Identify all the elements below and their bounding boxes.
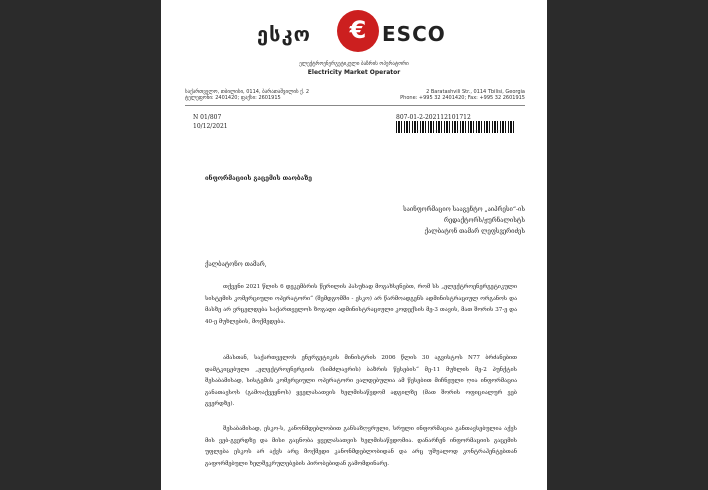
document-number-block	[193, 113, 228, 131]
address-georgian: საქართველო, თბილისი, 0114, ბარათაშვილის ქ. 2 ტელეფონი: 2401420; ფაქსი: 2601915	[185, 89, 310, 102]
salutation: ქალბატონო თამარ,	[205, 261, 267, 268]
logo-emblem-icon: €	[337, 10, 379, 52]
paragraph: შესაბამისად, ესკო-ს, კანონმდებლობით განსაზღვრული, სრული ინფორმაცია განთავსებულია აქვს მის ვებ-გვერდზე და მისი გაცნობა ყველასათვის ხელმისაწვდომია. დანარჩენ ინფორმაციის გაცემის უფლება ესკოს არ აქვს არც მოქმედი კანონმდებლობიდან და არც უშუალოდ კონტრაჰენტებთან გაფორმებული ხელშეკრულებების პირობებიდან გამომდინარე.	[205, 426, 517, 467]
logo-text-georgian: ესკო	[257, 22, 311, 46]
letter-subject: ინფორმაციის გაცემის თაობაზე	[205, 175, 312, 182]
document-date: 10/12/2021	[193, 123, 228, 130]
recipient-block: საინფორმაციო სააგენტო „აიპრესი“-ის რედაქტორს/ჟურნალისტს ქალბატონ თამარ ლეფსვერიძეს	[403, 206, 525, 235]
esco-logo	[257, 10, 457, 56]
org-name-english: Electricity Market Operator	[307, 69, 401, 76]
barcode-icon	[396, 121, 514, 133]
document-page	[161, 0, 547, 490]
document-number: N 01/807	[193, 114, 222, 121]
registration-code: 807-01-2-202112101712	[396, 114, 471, 121]
paragraph: თქვენი 2021 წლის 6 დეკემბრის წერილის პასუხად მოგახსენებთ, რომ სს „ელექტროენერგეტიკული სისტემის კომერციული ოპერატორი“ (შემდგომში - ესკო) არ წარმოადგენს ადმინისტრაციულ ორგანოს და მასზე არ ვრცელდება საქართველოს ზოგადი ადმინისტრაციული კოდექსის მე-3 თავის, მათ შორის 37-ე და 40-ე მუხლების, მოქმედება.	[205, 284, 517, 325]
header-divider	[185, 105, 525, 106]
address-english: 2 Baratashvili Str., 0114 Tbilisi, Georgia Phone: +995 32 2401420; Fax: +995 32 2601915	[400, 89, 525, 102]
paragraph: ამასთან, საქართველოს ენერგეტიკის მინისტრის 2006 წლის 30 აგვისტოს N77 ბრძანებით დამტკიცებული „ელექტროენერგიის (სიმძლავრის) ბაზრის წესების“ მე-11 მუხლის მე-2 პუნქტის შესაბამისად, სისტემის კომერციული ოპერატორი ვალდებულია ამ წესებით მიჩნეული ღია ინფორმაცია განათავსოს (გამოაქვეყნოს) ყველასათვის ხელმისაწვდომ ადგილზე (მათ შორის ოფიციალურ ვებ გვერდზე).	[205, 355, 517, 407]
org-name-georgian: ელექტროენერგეტიკული ბაზრის ოპერატორი	[299, 61, 409, 67]
logo-text-latin: ESCO	[382, 22, 446, 46]
